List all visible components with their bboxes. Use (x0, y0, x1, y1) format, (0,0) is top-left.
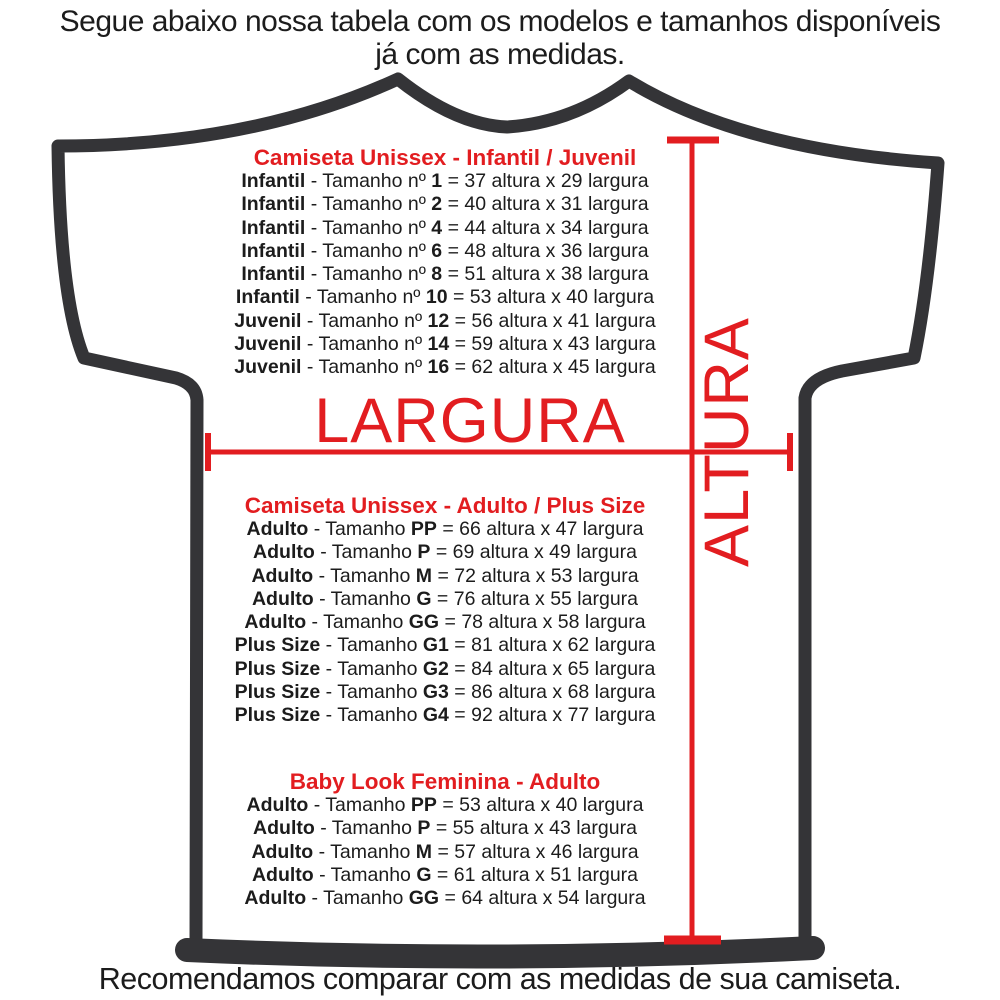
size-row-size: PP (410, 518, 437, 540)
size-row-measure: = 72 altura x 53 largura (437, 564, 639, 587)
size-row (165, 704, 725, 727)
size-row-mid: - Tamanho nº (306, 333, 423, 356)
size-row (165, 658, 725, 681)
size-row-mid: - Tamanho nº (305, 286, 421, 309)
size-row-label: Adulto (246, 518, 309, 540)
size-row-mid: - Tamanho nº (310, 239, 426, 262)
size-row-label: Infantil (241, 216, 306, 239)
size-row-mid: - Tamanho (320, 541, 412, 564)
size-row-mid: - Tamanho (311, 611, 404, 634)
size-row-mid: - Tamanho nº (310, 170, 426, 192)
size-row (165, 518, 725, 541)
size-row-mid: - Tamanho (319, 863, 411, 886)
size-row-size: 4 (431, 216, 443, 239)
size-row-mid: - Tamanho (318, 840, 411, 863)
size-row-label: Juvenil (234, 356, 302, 379)
size-row-size: 12 (427, 309, 450, 332)
width-dimension-label: LARGURA (314, 386, 626, 456)
size-row-label: Plus Size (234, 681, 321, 704)
size-row-mid: - Tamanho (318, 564, 411, 587)
size-row (165, 841, 725, 864)
size-row-measure: = 53 altura x 40 largura (452, 286, 655, 309)
size-row-size: PP (410, 794, 437, 816)
size-row-label: Adulto (246, 794, 309, 816)
size-row (165, 794, 725, 817)
size-row-mid: - Tamanho (325, 681, 418, 704)
size-row-size: G2 (422, 657, 449, 680)
size-row-measure: = 62 altura x 45 largura (454, 356, 656, 379)
size-row (165, 356, 725, 379)
size-row-label: Infantil (241, 263, 306, 286)
size-row-size: 1 (431, 170, 443, 192)
size-row-measure: = 44 altura x 34 largura (447, 216, 649, 239)
size-row-size: G1 (422, 634, 449, 657)
size-row (165, 170, 725, 193)
size-row-label: Adulto (253, 541, 315, 564)
size-row-label: Plus Size (234, 634, 321, 657)
size-row-size: 16 (427, 356, 450, 379)
size-row (165, 681, 725, 704)
size-row-measure: = 66 altura x 47 largura (442, 518, 644, 540)
size-row-label: Adulto (251, 587, 314, 610)
size-row-size: 6 (431, 239, 443, 262)
size-row-label: Plus Size (234, 657, 321, 680)
size-row-label: Adulto (244, 611, 307, 634)
size-row-mid: - Tamanho nº (306, 309, 423, 332)
size-row-mid: - Tamanho nº (310, 263, 426, 286)
size-row-mid: - Tamanho nº (306, 356, 423, 379)
size-row-size: G3 (422, 681, 449, 704)
size-row (165, 310, 725, 333)
size-row-size: 14 (427, 333, 450, 356)
size-row-mid: - Tamanho (320, 817, 412, 840)
section-heading: Baby Look Feminina - Adulto (289, 769, 601, 794)
size-row-size: M (415, 840, 433, 863)
size-row-measure: = 84 altura x 65 largura (454, 657, 656, 680)
size-row-measure: = 92 altura x 77 largura (454, 704, 656, 727)
size-row-mid: - Tamanho (313, 518, 406, 540)
size-row-label: Adulto (253, 817, 315, 840)
size-row-measure: = 57 altura x 46 largura (437, 840, 639, 863)
size-row-size: G (416, 863, 432, 886)
size-row-label: Adulto (251, 840, 314, 863)
tshirt-hem (187, 948, 813, 957)
size-row-size: M (415, 564, 433, 587)
footer-text: Recomendamos comparar com as medidas de sua camiseta. (98, 962, 902, 996)
intro-text-line2: já com as medidas. (375, 38, 625, 71)
size-row-measure: = 56 altura x 41 largura (454, 309, 656, 332)
size-row-size: 10 (425, 286, 448, 309)
size-row-label: Infantil (241, 239, 306, 262)
size-row-size: GG (408, 611, 440, 634)
size-row-label: Juvenil (234, 309, 302, 332)
section-heading: Camiseta Unissex - Adulto / Plus Size (244, 493, 646, 518)
size-row-size: 2 (431, 193, 443, 216)
height-dimension-label: ALTURA (692, 317, 762, 567)
size-row-measure: = 61 altura x 51 largura (436, 863, 639, 886)
section-heading: Camiseta Unissex - Infantil / Juvenil (253, 145, 637, 170)
size-row-label: Infantil (235, 286, 300, 309)
size-row-size: P (417, 541, 431, 564)
size-row-mid: - Tamanho (311, 887, 404, 910)
size-row-measure: = 55 altura x 43 largura (435, 817, 637, 840)
size-row-size: P (417, 817, 431, 840)
size-row-measure: = 40 altura x 31 largura (447, 193, 649, 216)
size-row (165, 333, 725, 356)
size-row-mid: - Tamanho (313, 794, 406, 816)
size-row-label: Plus Size (234, 704, 321, 727)
size-row (165, 541, 725, 564)
size-row-measure: = 78 altura x 58 largura (444, 611, 646, 634)
section-baby-look (165, 769, 725, 910)
size-row (165, 565, 725, 588)
size-row-mid: - Tamanho (325, 704, 418, 727)
size-row-measure: = 64 altura x 54 largura (444, 887, 646, 910)
size-row-size: 8 (431, 263, 443, 286)
size-row-measure: = 37 altura x 29 largura (447, 170, 649, 192)
size-row-measure: = 51 altura x 38 largura (447, 263, 649, 286)
size-row (165, 634, 725, 657)
size-row-mid: - Tamanho nº (310, 216, 426, 239)
intro-text (0, 5, 1000, 71)
size-row-size: GG (408, 887, 440, 910)
size-row-label: Infantil (241, 193, 306, 216)
size-row-mid: - Tamanho (319, 587, 411, 610)
size-row-label: Juvenil (234, 333, 302, 356)
size-row (165, 887, 725, 910)
size-row-label: Adulto (244, 887, 307, 910)
size-row (165, 588, 725, 611)
size-row-measure: = 76 altura x 55 largura (436, 587, 639, 610)
size-row-label: Infantil (241, 170, 306, 192)
size-row-measure: = 53 altura x 40 largura (442, 794, 644, 816)
size-row (165, 193, 725, 216)
size-row-mid: - Tamanho nº (310, 193, 426, 216)
size-row (165, 217, 725, 240)
size-row-measure: = 86 altura x 68 largura (454, 681, 656, 704)
size-row (165, 864, 725, 887)
size-row-size: G (416, 587, 432, 610)
section-infantil-juvenil (165, 145, 725, 380)
size-row (165, 263, 725, 286)
intro-text-line1: Segue abaixo nossa tabela com os modelos e tamanhos disponíveis (59, 5, 941, 38)
size-row (165, 817, 725, 840)
size-row-measure: = 48 altura x 36 largura (447, 239, 649, 262)
size-row-mid: - Tamanho (325, 634, 418, 657)
size-row (165, 611, 725, 634)
size-row-measure: = 81 altura x 62 largura (454, 634, 656, 657)
size-row-measure: = 59 altura x 43 largura (454, 333, 656, 356)
size-row-label: Adulto (251, 863, 314, 886)
size-row-measure: = 69 altura x 49 largura (435, 541, 637, 564)
size-row (165, 240, 725, 263)
size-row-label: Adulto (251, 564, 314, 587)
section-adulto-plus-size (165, 493, 725, 728)
size-row-mid: - Tamanho (325, 657, 418, 680)
size-row (165, 286, 725, 309)
size-row-size: G4 (422, 704, 449, 727)
